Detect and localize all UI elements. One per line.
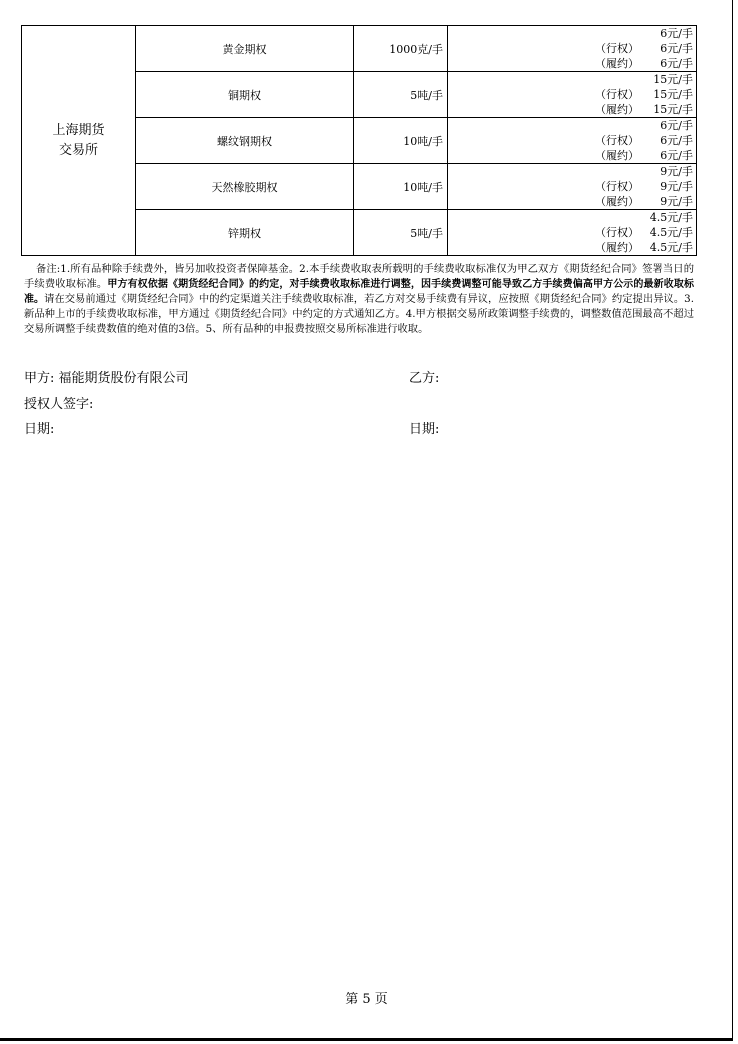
fee-amount: 15元/手 — [653, 88, 693, 101]
remarks-bold-text: 甲方有权依据《期货经纪合同》的约定，对手续费收取标准进行调整，因手续费调整可能导致乙方手续费偏高甲方公示的最新收取标准。 — [24, 279, 695, 305]
fee-amount: 15元/手 — [653, 73, 693, 86]
fee-amount: 15元/手 — [653, 103, 693, 116]
fee-label: （履约） — [595, 103, 639, 116]
party-a-label: 甲方: 福能期货股份有限公司 — [24, 371, 189, 386]
exchange-name: 上海期货 交易所 — [52, 122, 105, 158]
fee-amount: 6元/手 — [660, 27, 693, 40]
fee-label: （行权） — [595, 134, 639, 147]
fee-cell — [448, 26, 697, 72]
fee-cell — [448, 72, 697, 118]
fee-cell — [448, 118, 697, 164]
fee-label: （行权） — [595, 180, 639, 193]
fee-amount: 6元/手 — [660, 149, 693, 162]
date-a-label: 日期: — [24, 422, 55, 437]
remarks-text-continued: 请在交易前通过《期货经纪合同》中的约定渠道关注手续费收取标准，若乙方对交易手续费有异议，应按照《期货经纪合同》约定提出异议。3.新品种上市的手续费收取标准，甲方通过《期货经纪合同》中约定的方式通知乙方。4.甲方根据交易所政策调整手续费的，调整数值范围最高不超过交易所调整手续费数值的绝对值的3倍。5、所有品种的申报费按照交易所标准进行收取。 — [24, 293, 695, 335]
fee-table — [21, 25, 697, 256]
fee-label: （履约） — [595, 57, 639, 70]
fee-label: （履约） — [595, 149, 639, 162]
exchange-cell — [22, 26, 136, 256]
fee-label — [448, 118, 639, 133]
remarks-paragraph — [24, 262, 694, 337]
fee-label — [448, 164, 639, 179]
date-b-label: 日期: — [409, 422, 440, 437]
page-number: 第 5 页 — [345, 992, 388, 1007]
fee-amount: 6元/手 — [660, 57, 693, 70]
remarks-text: 备注:1.所有品种除手续费外，皆另加收投资者保障基金。2.本手续费收取表所载明的手续费收取标准仅为甲乙双方《期货经纪合同》签署当日的手续费收取标准。 — [24, 263, 694, 290]
fee-amount: 6元/手 — [660, 42, 693, 55]
trading-unit: 10吨/手 — [354, 118, 448, 164]
product-name: 黄金期权 — [136, 26, 354, 72]
table-row — [22, 26, 697, 72]
party-b-label: 乙方: — [409, 371, 440, 386]
trading-unit: 5吨/手 — [354, 210, 448, 256]
authorized-signature-label: 授权人签字: — [24, 397, 94, 412]
fee-amount: 9元/手 — [660, 180, 693, 193]
fee-amount: 4.5元/手 — [649, 211, 693, 224]
fee-amount: 9元/手 — [660, 195, 693, 208]
fee-label — [448, 210, 639, 225]
fee-label: （行权） — [595, 42, 639, 55]
trading-unit: 5吨/手 — [354, 72, 448, 118]
trading-unit: 1000克/手 — [354, 26, 448, 72]
fee-amount: 4.5元/手 — [649, 241, 693, 254]
fee-label: （行权） — [595, 88, 639, 101]
fee-cell — [448, 164, 697, 210]
product-name: 铜期权 — [136, 72, 354, 118]
fee-amount: 9元/手 — [660, 165, 693, 178]
trading-unit: 10吨/手 — [354, 164, 448, 210]
fee-amount: 6元/手 — [660, 119, 693, 132]
fee-label: （履约） — [595, 195, 639, 208]
fee-label: （履约） — [595, 241, 639, 254]
fee-label — [448, 72, 639, 87]
fee-amount: 4.5元/手 — [649, 226, 693, 239]
fee-label — [448, 26, 639, 41]
fee-cell — [448, 210, 697, 256]
fee-label: （行权） — [595, 226, 639, 239]
fee-amount: 6元/手 — [660, 134, 693, 147]
product-name: 锌期权 — [136, 210, 354, 256]
product-name: 天然橡胶期权 — [136, 164, 354, 210]
product-name: 螺纹钢期权 — [136, 118, 354, 164]
